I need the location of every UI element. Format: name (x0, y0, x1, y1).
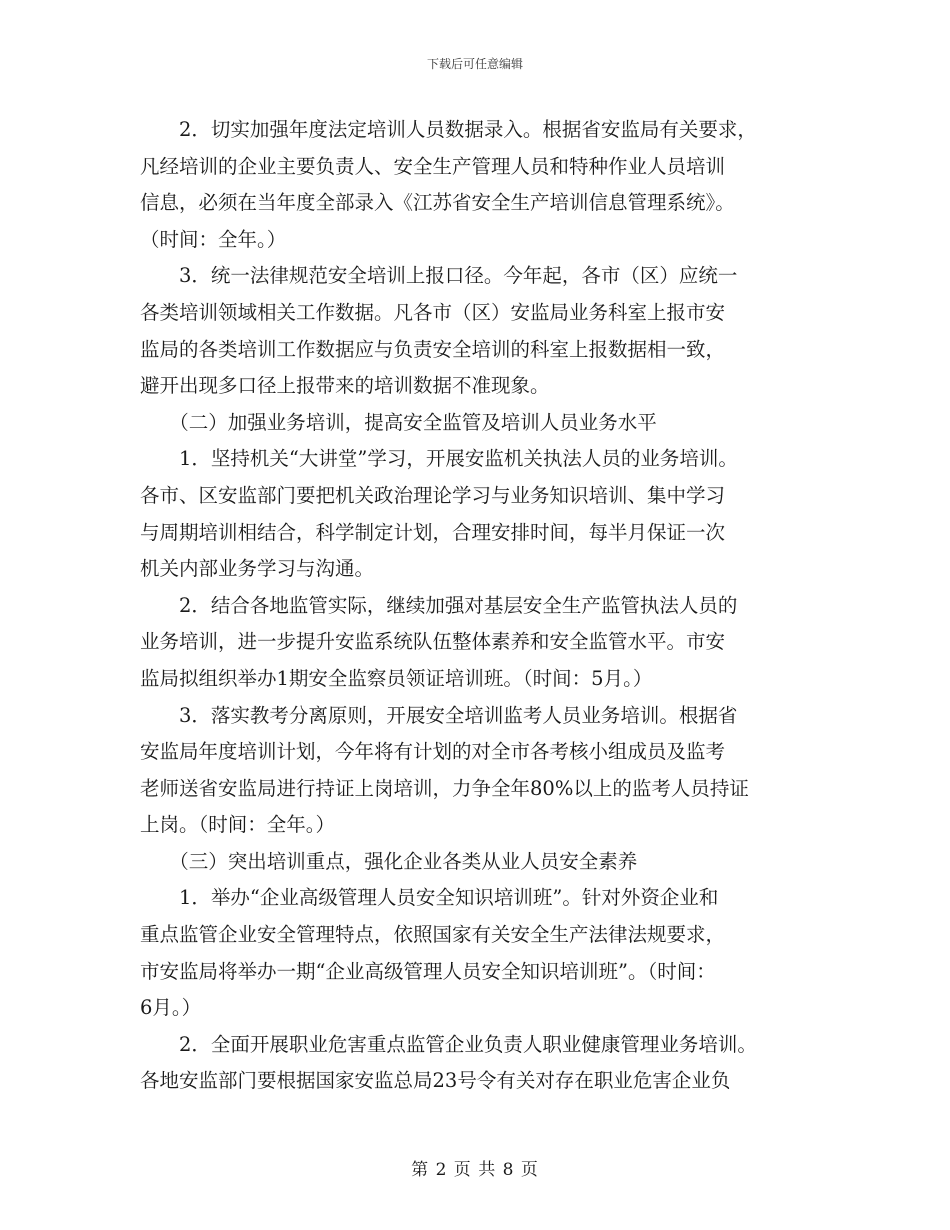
text-line: 1．坚持机关“大讲堂”学习，开展安监机关执法人员的业务培训。 (140, 447, 738, 471)
section-heading: （三）突出培训重点，强化企业各类从业人员安全素养 (140, 849, 638, 873)
text-line: 凡经培训的企业主要负责人、安全生产管理人员和特种作业人员培训 (140, 154, 726, 178)
text-line: 监局拟组织举办1期安全监察员领证培训班。（时间：5月。） (140, 666, 653, 690)
text-line: 避开出现多口径上报带来的培训数据不准现象。 (140, 374, 550, 398)
page-number-footer: 第 2 页 共 8 页 (411, 1160, 539, 1180)
text-line: 各类培训领域相关工作数据。凡各市（区）安监局业务科室上报市安 (140, 300, 726, 324)
text-line: 6月。） (140, 996, 202, 1020)
page-header-note: 下载后可任意编辑 (426, 57, 523, 71)
text-line: 老师送省安监局进行持证上岗培训，力争全年80%以上的监考人员持证 (140, 776, 749, 800)
text-line: 重点监管企业安全管理特点，依照国家有关安全生产法律法规要求， (140, 923, 726, 947)
text-line: 与周期培训相结合，科学制定计划，合理安排时间，每半月保证一次 (140, 520, 726, 544)
text-line: 安监局年度培训计划，今年将有计划的对全市各考核小组成员及监考 (140, 740, 726, 764)
text-line: 各市、区安监部门要把机关政治理论学习与业务知识培训、集中学习 (140, 483, 726, 507)
section-heading: （二）加强业务培训，提高安全监管及培训人员业务水平 (140, 410, 657, 434)
text-line: 2．全面开展职业危害重点监管企业负责人职业健康管理业务培训。 (140, 1032, 757, 1056)
text-line: 3．落实教考分离原则，开展安全培训监考人员业务培训。根据省 (140, 703, 738, 727)
text-line: 3．统一法律规范安全培训上报口径。今年起，各市（区）应统一 (140, 264, 738, 288)
document-body (140, 112, 840, 1100)
text-line: 2．切实加强年度法定培训人员数据录入。根据省安监局有关要求， (140, 118, 757, 141)
text-line: 各地安监部门要根据国家安监总局23号令有关对存在职业危害企业负 (140, 1069, 731, 1093)
text-line: 业务培训，进一步提升安监系统队伍整体素养和安全监管水平。市安 (140, 630, 726, 654)
text-line: 市安监局将举办一期“企业高级管理人员安全知识培训班”。（时间： (140, 959, 716, 983)
text-line: 信息，必须在当年度全部录入《江苏省安全生产培训信息管理系统》。 (140, 191, 735, 215)
text-line: 上岗。（时间：全年。） (140, 813, 336, 837)
text-line: 1．举办“企业高级管理人员安全知识培训班”。针对外资企业和 (140, 886, 719, 910)
text-line: 机关内部业务学习与沟通。 (140, 557, 375, 581)
text-line: （时间：全年。） (140, 227, 287, 251)
text-line: 2．结合各地监管实际，继续加强对基层安全生产监管执法人员的 (140, 593, 738, 617)
text-line: 监局的各类培训工作数据应与负责安全培训的科室上报数据相一致， (140, 337, 726, 361)
